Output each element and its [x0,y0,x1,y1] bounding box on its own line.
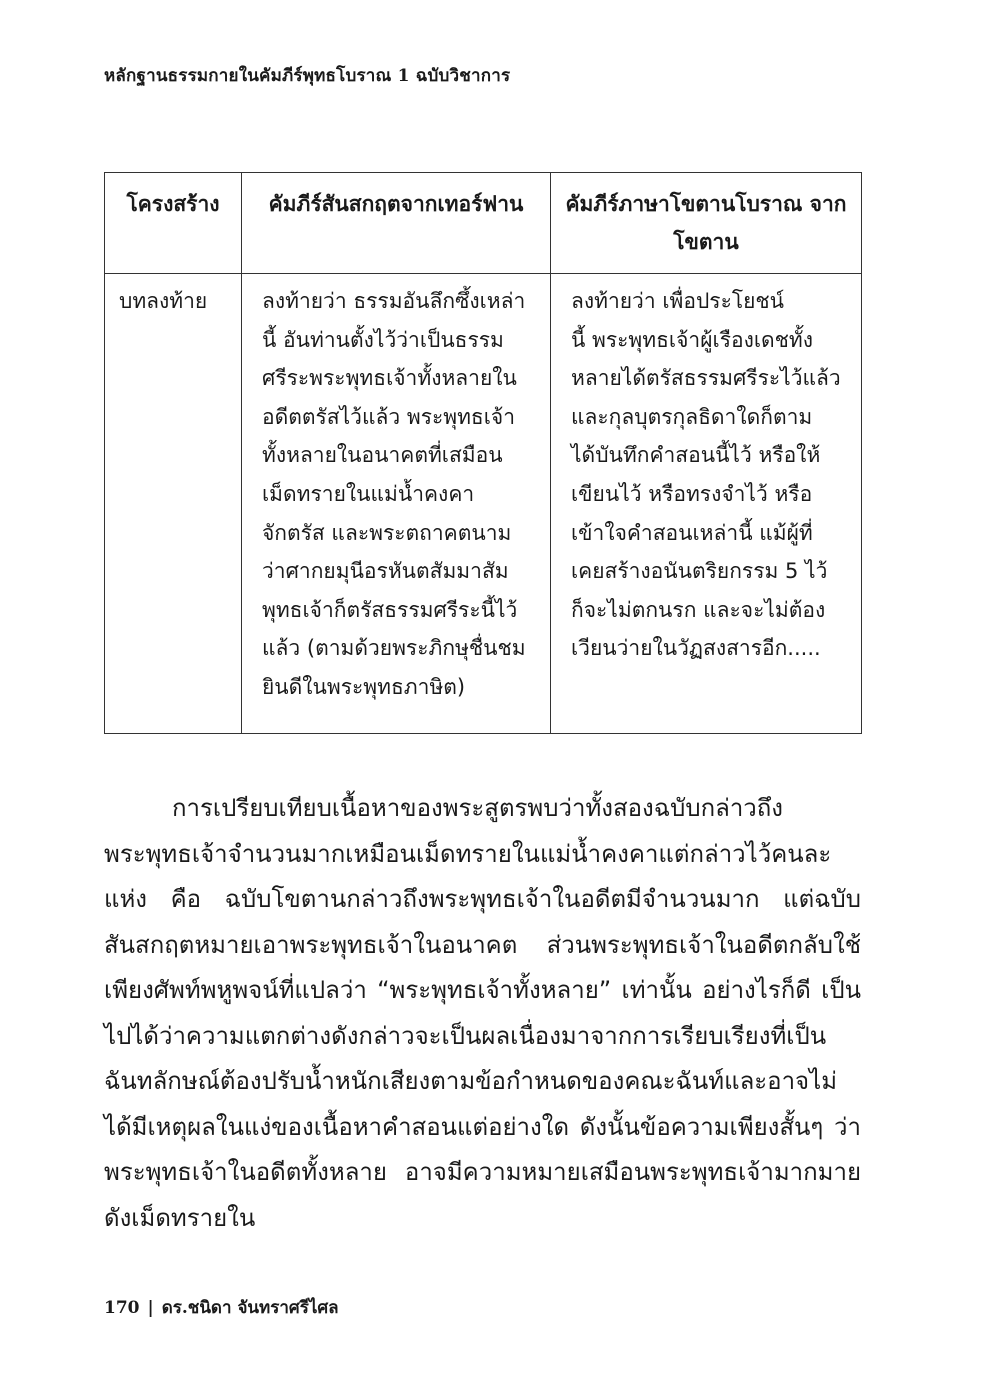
column-header-khotanese: คัมภีร์ภาษาโขตานโบราณ จากโขตาน [551,173,862,274]
cell-line: ก็จะไม่ตกนรก และจะไม่ต้อง [571,597,826,622]
cell-line: ได้บันทึกคำสอนนี้ไว้ หรือให้ [571,443,821,468]
author-name: ดร.ชนิดา จันทราศรีไศล [161,1298,339,1318]
cell-line: ลงท้ายว่า เพื่อประโยชน์ [571,289,785,313]
table-row [105,274,862,734]
khotanese-cell [551,274,862,734]
cell-line: ศรีระพระพุทธเจ้าทั้งหลายใน [262,366,517,391]
page-number: 170 [104,1298,140,1318]
cell-line: และกุลบุตรกุลธิดาใดก็ตาม [571,404,813,429]
cell-line: นี้ พระพุทธเจ้าผู้เรืองเดชทั้ง [571,327,814,352]
page-footer [104,1294,339,1321]
cell-line: เข้าใจคำสอนเหล่านี้ แม้ผู้ที่ [571,520,813,545]
cell-line: นี้ อันท่านตั้งไว้ว่าเป็นธรรม [262,327,504,352]
cell-line: เขียนไว้ หรือทรงจำไว้ หรือ [571,481,813,506]
comparison-table [104,172,862,734]
cell-line: แล้ว (ตามด้วยพระภิกษุชื่นชม [262,636,526,661]
cell-line: เม็ดทรายในแม่น้ำคงคา [262,481,475,506]
cell-line: จักตรัส และพระตถาคตนาม [262,520,512,545]
table-header-row [105,173,862,274]
cell-line: เคยสร้างอนันตริยกรรม 5 ไว้ [571,559,828,584]
cell-line: อดีตตรัสไว้แล้ว พระพุทธเจ้า [262,404,516,429]
cell-line: ว่าศากยมุนีอรหันตสัมมาสัม [262,559,509,584]
cell-line: ลงท้ายว่า ธรรมอันลึกซึ้งเหล่า [262,289,526,313]
body-paragraph-text: การเปรียบเทียบเนื้อหาของพระสูตรพบว่าทั้งสองฉบับกล่าวถึงพระพุทธเจ้าจำนวนมากเหมือนเม็ดทรายในแม่น้ำคงคาแต่กล่าวไว้คนละแห่ง คือ ฉบับโขตานกล่าวถึงพระพุทธเจ้าในอดีตมีจำนวนมาก แต่ฉบับสันสกฤตหมายเอาพระพุทธเจ้าในอนาคต ส่วนพระพุทธเจ้าในอดีตกลับใช้เพียงศัพท์พหูพจน์ที่แปลว่า “พระพุทธเจ้าทั้งหลาย” เท่านั้น อย่างไรก็ดี เป็นไปได้ว่าความแตกต่างดังกล่าวจะเป็นผลเนื่องมาจากการเรียบเรียงที่เป็นฉันทลักษณ์ต้องปรับน้ำหนักเสียงตามข้อกำหนดของคณะฉันท์และอาจไม่ได้มีเหตุผลในแง่ของเนื้อหาคำสอนแต่อย่างใด ดังนั้นข้อความเพียงสั้นๆ ว่าพระพุทธเจ้าในอดีตทั้งหลาย อาจมีความหมายเสมือนพระพุทธเจ้ามากมายดังเม็ดทรายใน [104,794,861,1232]
body-paragraph [104,786,861,1241]
cell-line: ทั้งหลายในอนาคตที่เสมือน [262,443,503,468]
row-label: บทลงท้าย [105,274,242,734]
sanskrit-cell [242,274,551,734]
cell-line: ยินดีในพระพุทธภาษิต) [262,674,466,699]
cell-line: เวียนว่ายในวัฏสงสารอีก..... [571,636,821,661]
column-header-structure: โครงสร้าง [105,173,242,274]
cell-line: พุทธเจ้าก็ตรัสธรรมศรีระนี้ไว้ [262,597,518,622]
footer-separator: | [147,1298,154,1318]
column-header-sanskrit: คัมภีร์สันสกฤตจากเทอร์ฟาน [242,173,551,274]
running-header: หลักฐานธรรมกายในคัมภีร์พุทธโบราณ 1 ฉบับวิชาการ [104,66,511,86]
cell-line: หลายได้ตรัสธรรมศรีระไว้แล้ว [571,366,841,391]
